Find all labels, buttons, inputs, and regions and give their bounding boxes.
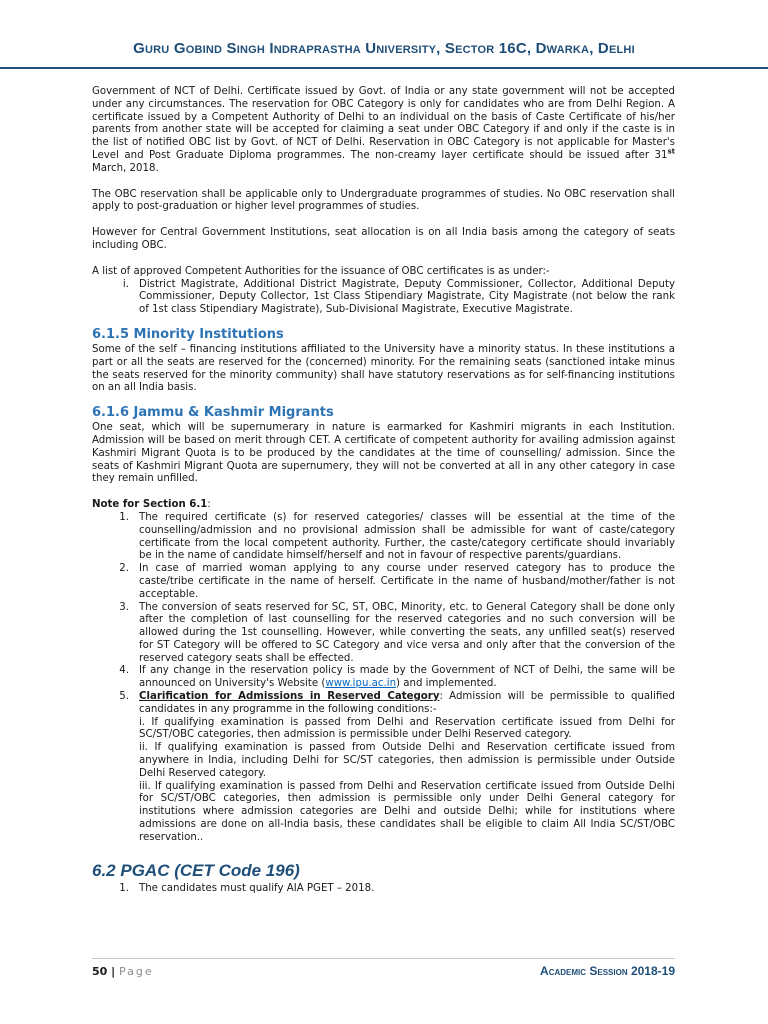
list-item [92, 691, 675, 845]
footer-divider [92, 958, 675, 959]
pgac-list [92, 883, 675, 896]
date-ordinal: st [667, 147, 675, 156]
central-govt-paragraph: However for Central Government Institutions, seat allocation is on all India basis among the category of seats including OBC. [92, 227, 675, 251]
list-number: 1. [119, 511, 129, 523]
note-colon: : [207, 499, 211, 511]
note-heading [92, 499, 675, 512]
clarification-intro: : Admission will be permissible to qualified candidates in any programme in the following conditions:- [139, 691, 675, 715]
header-divider [0, 67, 768, 69]
page-number-value: 50 [92, 965, 108, 978]
clarification-sub-iii: iii. If qualifying examination is passed from Delhi and Reservation certificate issued from Outside Delhi for SC/ST/OBC categories, then admission is permissible only under Delhi General category for institutions where admission categories are Delhi and outside Delhi; while for institutions where admissions are done on all-India basis, these candidates shall be eligible to claim All India SC/ST/OBC reservation.. [139, 780, 675, 843]
obc-paragraph [92, 86, 675, 176]
pgac-heading: 6.2 PGAC (CET Code 196) [92, 860, 300, 880]
list-number: 2. [119, 563, 129, 575]
list-number: i. [122, 278, 129, 290]
jk-heading: 6.1.6 Jammu & Kashmir Migrants [92, 405, 334, 421]
list-item [92, 512, 675, 563]
list-item [92, 563, 675, 601]
note-label: Note for Section 6.1 [92, 499, 208, 511]
list-text [139, 691, 675, 845]
list-number: 5. [119, 691, 129, 703]
list-number: 1. [119, 882, 129, 894]
document-body [92, 86, 675, 895]
page-label: Page [119, 965, 154, 978]
item4-tail: ) and implemented. [396, 678, 497, 690]
list-text: The conversion of seats reserved for SC, ST, OBC, Minority, etc. to General Category shall be done only after the completion of last counselling for the reserved categories and no such conversion will be allowed during the 1st counselling. However, while converting the seats, any unfilled seat(s) reserved for ST Category will be offered to SC Category and vice versa and only after that the conversion of the reserved category seats shall be effected. [139, 601, 675, 664]
page-number [92, 965, 154, 978]
list-text: The candidates must qualify AIA PGET – 2018. [139, 882, 375, 894]
list-item [92, 602, 675, 666]
minority-heading: 6.1.5 Minority Institutions [92, 326, 284, 342]
note-list [92, 512, 675, 845]
minority-text: Some of the self – financing institutions affiliated to the University have a minority status. In these institutions a part or all the seats are reserved for the (concerned) minority. For the remaining seats (sanctioned intake minus the seats reserved for the minority community) shall have statutory reservations as for self-financing institutions on an all India basis. [92, 343, 675, 394]
page-separator: | [107, 965, 119, 978]
list-number: 4. [119, 665, 129, 677]
clarification-sub-ii: ii. If qualifying examination is passed from Outside Delhi and Reservation certificate issued from anywhere in India, including Delhi for SC/ST categories, then admission is permissible under Outside Delhi Reserved category. [139, 742, 675, 779]
academic-session: Academic Session 2018-19 [540, 964, 675, 978]
list-number: 3. [119, 601, 129, 613]
obc-ug-paragraph: The OBC reservation shall be applicable only to Undergraduate programmes of studies. No OBC reservation shall apply to post-graduation or higher level programmes of studies. [92, 188, 675, 213]
list-item [92, 665, 675, 691]
jk-text: One seat, which will be supernumerary in nature is earmarked for Kashmiri migrants in each Institution. Admission will be based on merit through CET. A certificate of competent authority for availing admission against Kashmiri Migrant Quota is to be produced by the candidates at the time of counselling/ admission. Since the seats of Kashmiri Migrant Quota are supernumery, they will not be converted at all in any other category in case they remain unfilled. [92, 422, 675, 485]
obc-date-tail: March, 2018. [92, 162, 159, 174]
authorities-intro: A list of approved Competent Authorities for the issuance of OBC certificates is as under:- [92, 265, 550, 277]
clarification-sub-i: i. If qualifying examination is passed from Delhi and Reservation certificate issued from Delhi for SC/ST/OBC categories, then admission is permissible under Delhi Reserved category. [139, 716, 675, 741]
list-text [139, 665, 675, 691]
page-header: Guru Gobind Singh Indraprastha University, Sector 16C, Dwarka, Delhi [133, 40, 635, 57]
list-text: In case of married woman applying to any course under reserved category has to produce the caste/tribe certificate in the name of herself. Certificate in the name of husband/mother/father is not acceptable. [139, 563, 675, 600]
authorities-list [92, 279, 675, 317]
item4-text: If any change in the reservation policy is made by the Government of NCT of Delhi, the same will be announced on University's Website ( [139, 665, 675, 690]
clarification-title: Clarification for Admissions in Reserved Category [139, 691, 440, 703]
obc-text: Government of NCT of Delhi. Certificate issued by Govt. of India or any state government will not be accepted under any circumstances. The reservation for OBC Category is only for candidates who are from Delhi Region. A certificate issued by a Competent Authority of Delhi to an individual on the basis of Caste Certificate of his/her parents from another state will be accepted for claiming a seat under OBC Category if and only if the caste is in the list of notified OBC list by Govt. of NCT of Delhi. Reservation in OBC Category is not applicable for Master's Level and Post Graduate Diploma programmes. The non-creamy layer certificate should be issued after 31 [92, 86, 675, 161]
list-text: District Magistrate, Additional District Magistrate, Deputy Commissioner, Collector, Additional Deputy Commissioner, Deputy Collector, 1st Class Stipendiary Magistrate, City Magistrate (not below the rank of 1st class Stipendiary Magistrate), Sub-Divisional Magistrate, Executive Magistrate. [139, 278, 675, 316]
list-item [92, 279, 675, 317]
list-text: The required certificate (s) for reserved categories/ classes will be essential at the time of the counselling/admission and no provisional admission shall be admissible for want of caste/category certificate from the local competent authority. Further, the caste/category certificate should invariably be in the name of candidate himself/herself and not in favour of respective parents/guardians. [139, 511, 675, 562]
list-item [92, 883, 675, 896]
university-website-link[interactable]: www.ipu.ac.in [325, 678, 397, 690]
